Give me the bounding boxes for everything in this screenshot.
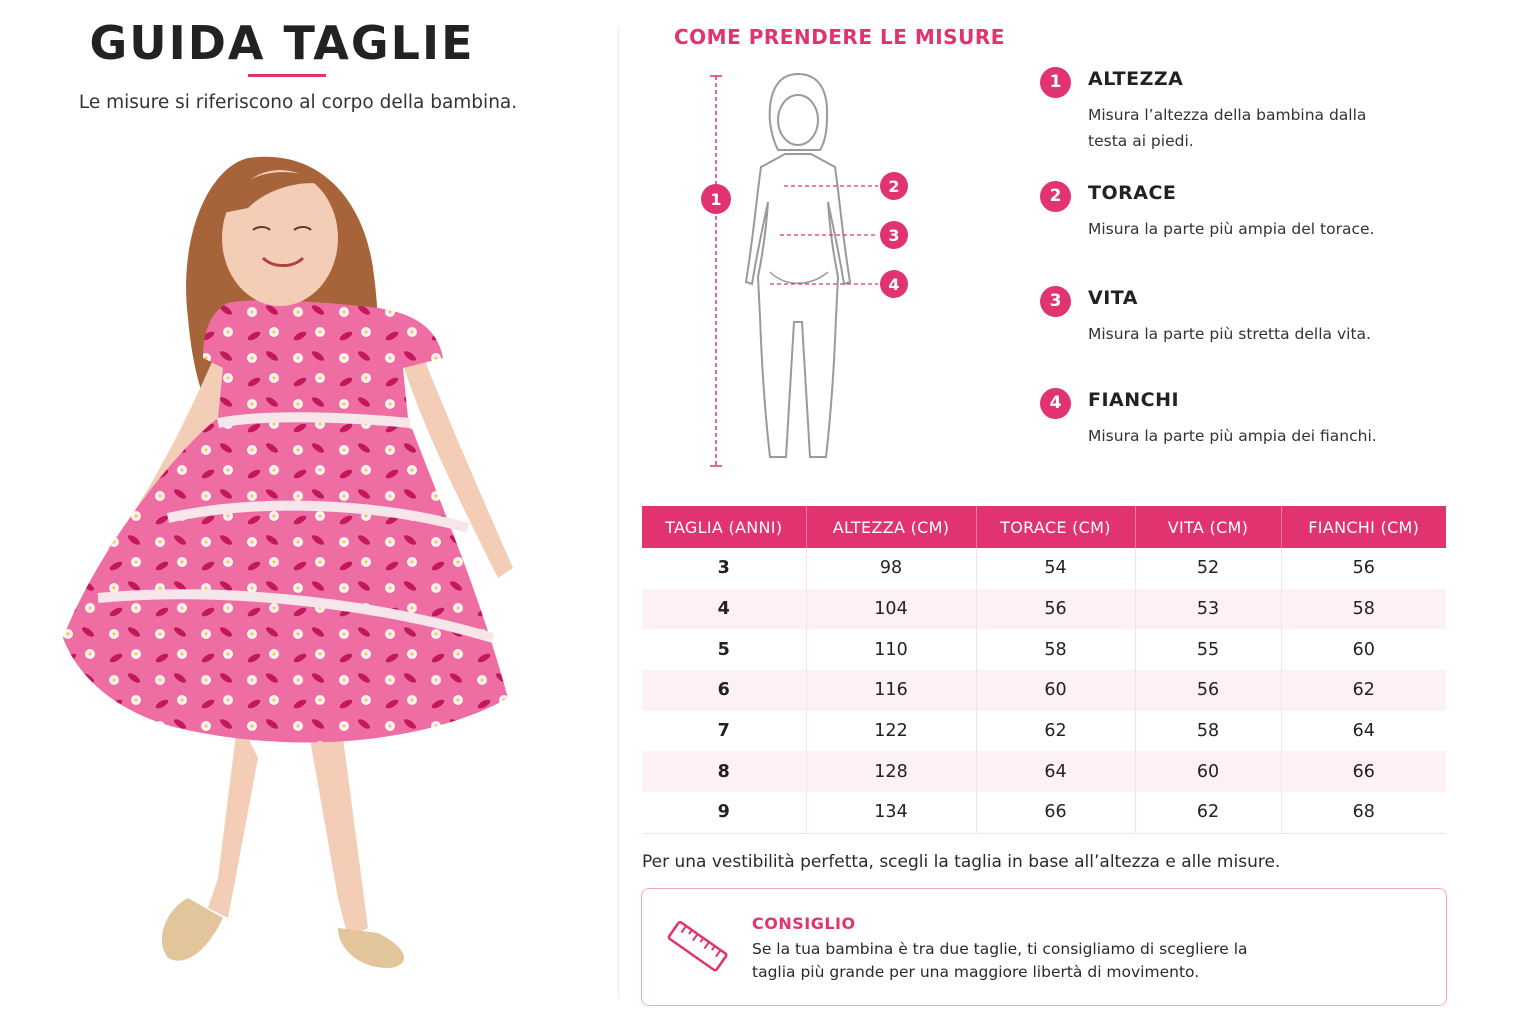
measurement-cell: 122 (806, 711, 976, 752)
measurement-cell: 104 (806, 589, 976, 630)
measurement-cell: 53 (1135, 589, 1281, 630)
ruler-icon (664, 914, 730, 980)
size-cell: 5 (642, 629, 806, 670)
size-cell: 9 (642, 792, 806, 833)
column-header: TAGLIA (ANNI) (642, 506, 806, 548)
size-cell: 7 (642, 711, 806, 752)
page-subtitle: Le misure si riferiscono al corpo della bambina. (78, 92, 518, 113)
page-title: GUIDA TAGLIE (89, 16, 475, 70)
measurement-cell: 58 (1135, 711, 1281, 752)
measurement-cell: 56 (1135, 670, 1281, 711)
size-table (642, 506, 1446, 834)
column-header: ALTEZZA (CM) (806, 506, 976, 548)
marker-1-label: 1 (710, 190, 722, 209)
measurement-cell: 56 (1352, 558, 1375, 579)
measurement-cell: 60 (976, 670, 1135, 711)
measurement-cell: 98 (806, 548, 976, 589)
measurement-cell: 60 (1352, 639, 1375, 660)
step-title: ALTEZZA (1088, 68, 1184, 90)
table-header-row (642, 506, 1446, 548)
marker-4-label: 4 (888, 275, 900, 294)
table-row (642, 670, 1446, 711)
step-number-badge: 1 (1040, 67, 1071, 98)
table-row (642, 548, 1446, 589)
measurement-cell: 58 (1281, 589, 1446, 630)
measurement-cell: 110 (806, 629, 976, 670)
measurement-cell: 128 (806, 751, 976, 792)
step-title: TORACE (1088, 182, 1177, 204)
column-header: VITA (CM) (1135, 506, 1281, 548)
marker-3-label: 3 (888, 226, 900, 245)
step-title: FIANCHI (1088, 389, 1180, 411)
table-row (642, 792, 1446, 833)
size-cell: 4 (642, 589, 806, 630)
title-underline (248, 74, 326, 77)
measurement-cell: 62 (1281, 670, 1446, 711)
column-header: TORACE (CM) (976, 506, 1135, 548)
measurement-cell: 64 (976, 751, 1135, 792)
measurement-cell: 66 (976, 792, 1135, 833)
body-measurement-figure (690, 62, 920, 482)
measurement-cell: 52 (1135, 548, 1281, 589)
step-title: VITA (1088, 287, 1138, 309)
marker-2-label: 2 (888, 177, 900, 196)
measurement-cell: 116 (806, 670, 976, 711)
measurement-cell: 64 (1352, 721, 1375, 742)
measurement-cell: 68 (1281, 792, 1446, 833)
step-description: Misura la parte più ampia del torace. (1088, 220, 1375, 238)
table-row (642, 751, 1446, 792)
measurement-cell: 58 (976, 629, 1135, 670)
measurement-cell: 66 (1281, 751, 1446, 792)
size-cell: 8 (642, 751, 806, 792)
step-number-badge: 4 (1040, 388, 1071, 419)
tip-text: Se la tua bambina è tra due taglie, ti consigliamo di scegliere la taglia più grande per una maggiore libertà di movimento. (752, 940, 1248, 981)
step-description: Misura la parte più stretta della vita. (1088, 325, 1371, 343)
column-header: FIANCHI (CM) (1281, 506, 1446, 548)
size-cell: 6 (642, 670, 806, 711)
size-cell: 3 (642, 548, 806, 589)
step-description: Misura l’altezza della bambina dalla testa ai piedi. (1088, 106, 1367, 150)
girl-in-dress-photo (58, 118, 558, 1008)
table-row (642, 589, 1446, 630)
measurement-cell: 134 (806, 792, 976, 833)
measurement-cell: 55 (1135, 629, 1281, 670)
measurement-cell: 62 (976, 711, 1135, 752)
measurement-cell: 62 (1135, 792, 1281, 833)
column-divider (618, 28, 619, 998)
measure-section-title: COME PRENDERE LE MISURE (674, 25, 1005, 49)
table-row (642, 711, 1446, 752)
tip-title: CONSIGLIO (752, 914, 856, 933)
step-number-badge: 3 (1040, 286, 1071, 317)
measurement-cell: 54 (976, 548, 1135, 589)
step-number-badge: 2 (1040, 181, 1071, 212)
measurement-cell: 56 (976, 589, 1135, 630)
table-row (642, 629, 1446, 670)
measurement-cell: 60 (1135, 751, 1281, 792)
fit-note: Per una vestibilità perfetta, scegli la taglia in base all’altezza e alle misure. (642, 852, 1281, 872)
step-description: Misura la parte più ampia dei fianchi. (1088, 427, 1377, 445)
